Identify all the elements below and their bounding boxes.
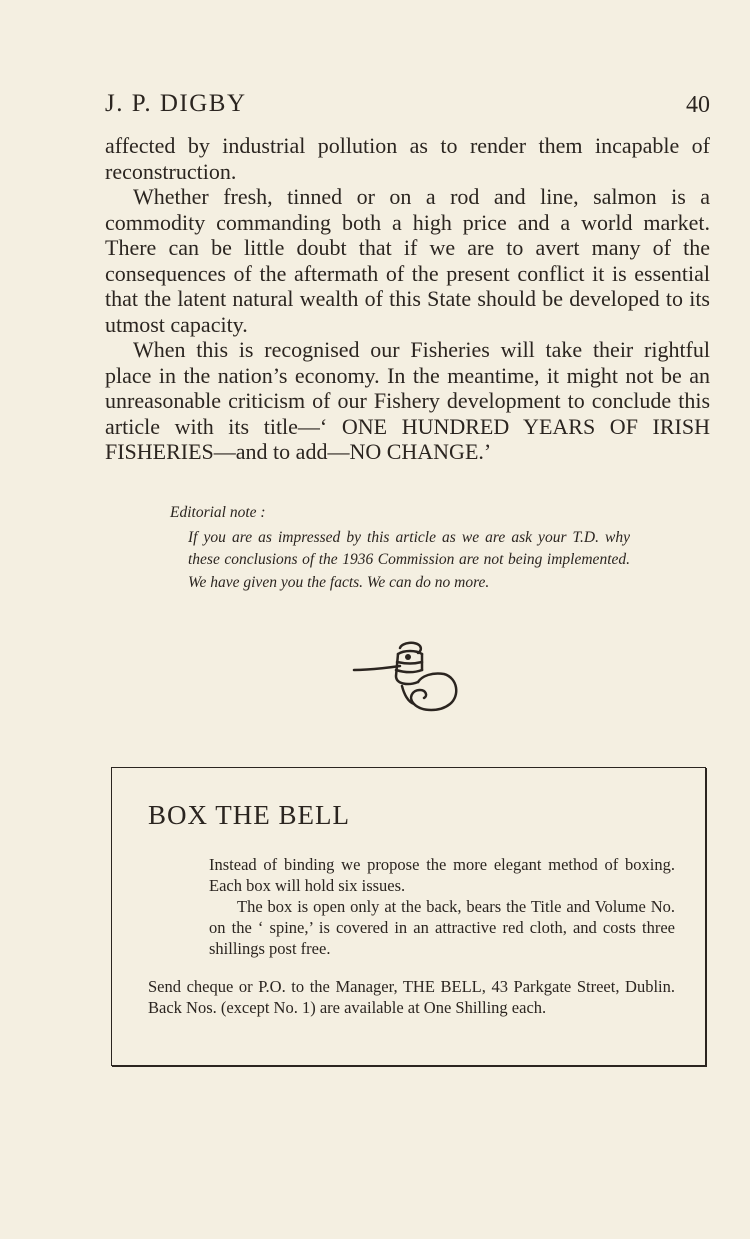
box-order-info [148, 976, 675, 1018]
box-the-bell-panel [111, 767, 706, 1066]
box-order-text: Send cheque or P.O. to the Manager, THE BELL, 43 Parkgate Street, Dublin. Back Nos. (except No. 1) are available at One Shilling each. [148, 977, 675, 1017]
box-paragraph-2: The box is open only at the back, bears the Title and Volume No. on the ‘ spine,’ is covered in an attractive red cloth, and costs three shillings post free. [209, 897, 675, 958]
bell-ornament-icon [352, 640, 464, 716]
editorial-note [170, 502, 630, 594]
box-title: BOX THE BELL [148, 800, 350, 830]
article-body [105, 133, 710, 465]
box-description [209, 854, 675, 959]
paragraph-2: Whether fresh, tinned or on a rod and line, salmon is a commodity commanding both a high price and a world market. There can be little doubt that if we are to avert many of the consequences of the aftermath of the present conflict it is essential that the latent natural wealth of this State should be developed to its utmost capacity. [105, 184, 710, 337]
paragraph-3: When this is recognised our Fisheries will take their rightful place in the nation’s economy. In the meantime, it might not be an unreasonable criticism of our Fishery development to conclude this article with its title—‘ ONE HUNDRED YEARS OF IRISH FISHERIES—and to add—NO CHANGE.’ [105, 337, 710, 464]
box-paragraph-1: Instead of binding we propose the more elegant method of boxing. Each box will hold six issues. [209, 855, 675, 895]
editorial-note-text: If you are as impressed by this article as we are ask your T.D. why these conclusions of the 1936 Commission are not being implemented. We have given you the facts. We can do no more. [188, 528, 630, 591]
editorial-note-label: Editorial note : [170, 504, 266, 521]
author-name: J. P. DIGBY [105, 90, 247, 117]
page-number: 40 [686, 92, 710, 118]
running-head [105, 90, 710, 126]
paragraph-1: affected by industrial pollution as to render them incapable of reconstruction. [105, 133, 710, 184]
